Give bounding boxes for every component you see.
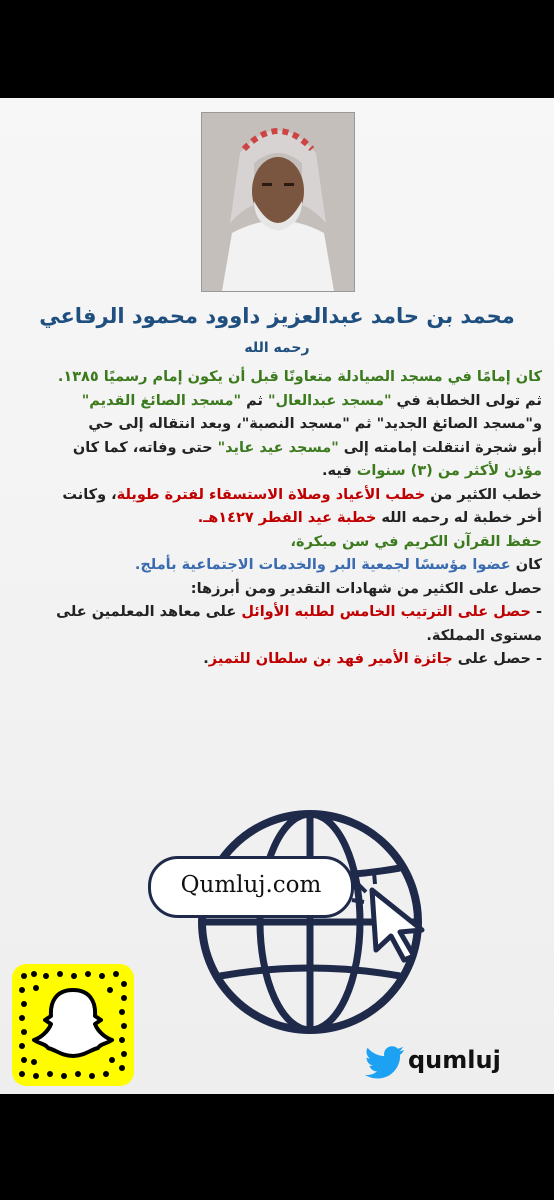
bio-line-3: و"مسجد الصائغ الجديد" ثم "مسجد النصبة"، وبعد انتقاله إلى حي xyxy=(88,416,542,432)
bio-line-5: مؤذن لأكثر من (٣) سنوات فيه. xyxy=(322,463,542,479)
bio-line-4: أبو شجرة انتقلت إمامته إلى "مسجد عيد عايد" حتى وفاته، كما كان xyxy=(72,439,542,456)
bio-line-7: أخر خطبة له رحمه الله خطبة عيد الفطر ١٤٢٧هـ. xyxy=(197,510,542,526)
bio-line-13: - حصل على جائزة الأمير فهد بن سلطان للتميز. xyxy=(203,651,542,667)
bio-line-8: حفظ القرآن الكريم في سن مبكرة، xyxy=(290,533,542,550)
website-label[interactable]: Qumluj.com xyxy=(148,856,354,918)
bio-line-12: مستوى المملكة. xyxy=(426,627,542,644)
biography xyxy=(12,366,542,672)
cursor-icon xyxy=(344,868,439,963)
twitter-icon[interactable] xyxy=(365,1046,405,1080)
bio-line-6: خطب الكثير من خطب الأعياد وصلاة الاستسقاء لفترة طويلة، وكانت xyxy=(62,486,542,503)
bio-line-11: - حصل على الترتيب الخامس لطلبه الأوائل على معاهد المعلمين على xyxy=(56,604,542,620)
bio-line-10: حصل على الكثير من شهادات التقدير ومن أبرزها: xyxy=(190,580,542,597)
bio-line-2: ثم تولى الخطابة في "مسجد عبدالعال" ثم "مسجد الصائغ القديم" xyxy=(81,392,542,409)
portrait-photo xyxy=(201,112,355,292)
twitter-handle[interactable]: qumluj xyxy=(408,1046,501,1074)
snapcode-icon[interactable] xyxy=(12,964,134,1086)
bio-line-9: كان عضوا مؤسسًا لجمعية البر والخدمات الاجتماعية بأملج. xyxy=(134,557,542,573)
bio-line-1: كان إمامًا في مسجد الصيادلة متعاونًا قبل أن يكون إمام رسميًا ١٣٨٥. xyxy=(57,369,542,385)
honorific: رحمه الله xyxy=(244,340,310,356)
memorial-card xyxy=(0,98,554,1094)
person-name: محمد بن حامد عبدالعزيز داوود محمود الرفاعي xyxy=(39,304,515,328)
